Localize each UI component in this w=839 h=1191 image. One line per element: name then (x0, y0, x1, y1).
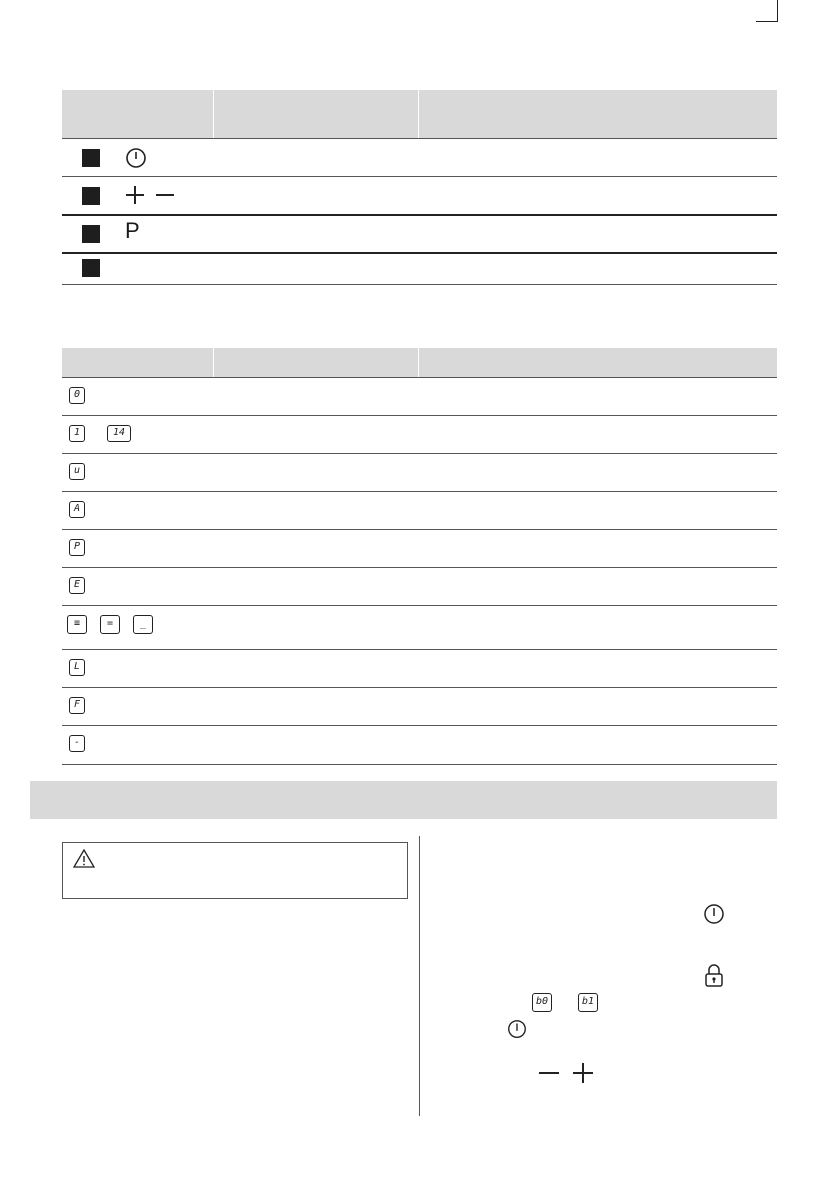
display-table-header (62, 348, 777, 377)
warning-icon (72, 848, 96, 869)
power-icon (506, 1018, 528, 1040)
warning-box (62, 842, 408, 899)
display-code-b1: b1 (578, 993, 598, 1012)
display-code-u: u (69, 463, 85, 480)
sensor-field-marker (82, 259, 100, 277)
sensor-field-marker (82, 149, 100, 167)
display-code-E: E (69, 577, 85, 594)
power-icon (702, 902, 726, 926)
display-code-b0: b0 (532, 993, 552, 1012)
top-table-col-divider-2 (418, 90, 419, 138)
section-heading-band (30, 781, 777, 819)
display-code-L: L (69, 659, 85, 676)
display-code-14: 14 (107, 425, 131, 442)
page-corner-mark-foot (756, 21, 778, 22)
minus-icon (538, 1062, 560, 1084)
power-icon (124, 146, 148, 170)
display-code-A: A (69, 501, 85, 518)
display-code-P: P (69, 539, 85, 556)
sensor-field-marker (82, 225, 100, 243)
display-code-dash: - (69, 735, 85, 752)
display-code-0: 0 (69, 387, 85, 404)
plus-icon (124, 184, 146, 206)
p-letter-icon: P (125, 218, 140, 243)
display-code-heat-high: ≡ (67, 615, 87, 634)
lock-icon (702, 963, 726, 989)
display-code-F: F (69, 697, 85, 714)
display-code-1: 1 (69, 425, 85, 442)
column-divider (419, 836, 420, 1116)
page-corner-mark (777, 0, 778, 22)
plus-icon (572, 1062, 594, 1084)
top-table-col-divider-1 (213, 90, 214, 138)
display-code-heat-low: _ (133, 615, 153, 634)
top-table-header (62, 90, 777, 138)
sensor-field-marker (82, 187, 100, 205)
display-code-heat-mid: = (100, 615, 120, 634)
minus-icon (154, 184, 176, 206)
